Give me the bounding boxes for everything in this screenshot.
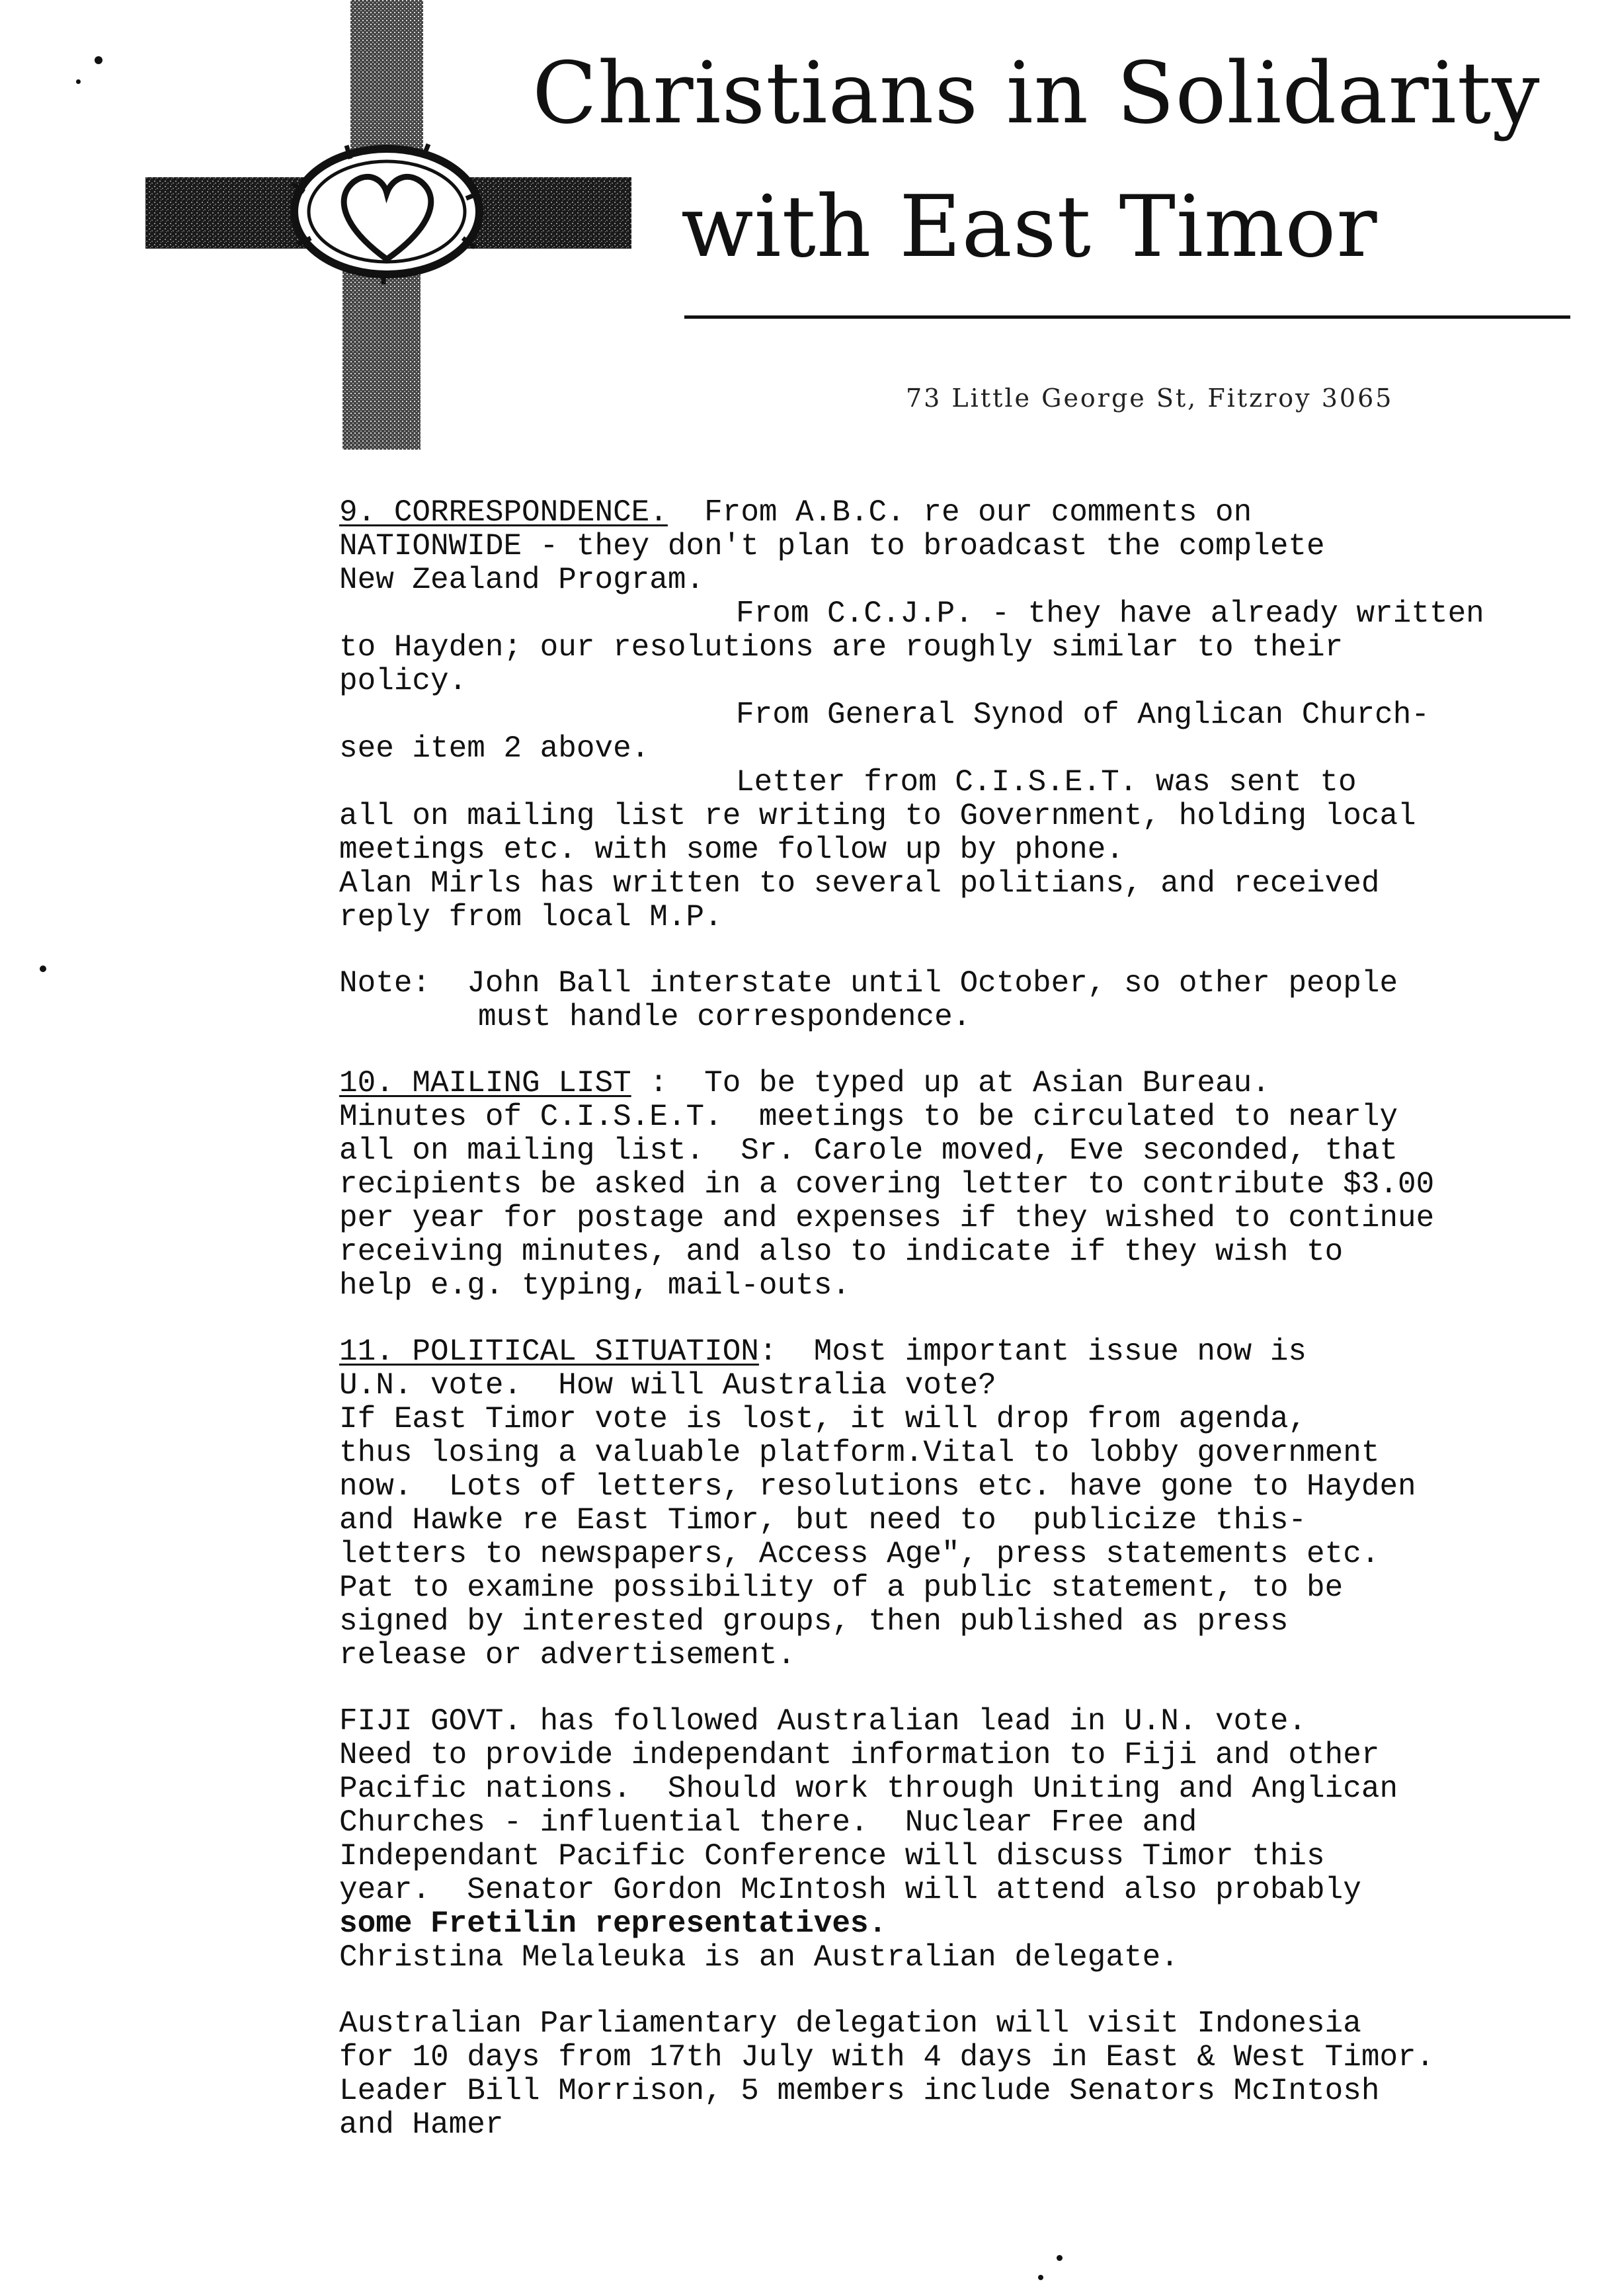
text-line: Christina Melaleuka is an Australian delegate. [339,1940,1179,1975]
text-line: Independant Pacific Conference will discuss Timor this [339,1839,1325,1873]
scan-speck [1038,2275,1043,2280]
text-line: New Zealand Program. [339,563,705,597]
text-line: see item 2 above. [339,731,650,766]
text-line: Alan Mirls has written to several politians, and received [339,866,1380,901]
text-line: Churches - influential there. Nuclear Free and [339,1805,1197,1840]
text-line: to Hayden; our resolutions are roughly similar to their [339,630,1344,665]
text-line: all on mailing list. Sr. Carole moved, Eve seconded, that [339,1133,1398,1168]
text-line: policy. [339,664,467,698]
text-line: release or advertisement. [339,1638,796,1672]
cross-beam-top [350,0,423,152]
text-line: Pat to examine possibility of a public statement, to be [339,1571,1344,1605]
text-line: help e.g. typing, mail-outs. [339,1268,850,1303]
text-line: recipients be asked in a covering letter to contribute $3.00 [339,1167,1435,1202]
text-line: From General Synod of Anglican Church- [736,698,1429,732]
text-line: From C.C.J.P. - they have already written [736,596,1484,631]
scan-speck [40,965,46,972]
text-line: thus losing a valuable platform.Vital to lobby government [339,1436,1380,1470]
text-line: meetings etc. with some follow up by phone. [339,833,1124,867]
text-line: U.N. vote. How will Australia vote? [339,1368,996,1403]
correspondence-first-line: 9. CORRESPONDENCE. From A.B.C. re our comments on [339,495,1252,530]
cross-beam-bottom [342,271,421,450]
text-line: some Fretilin representatives. [339,1906,887,1941]
scan-speck [95,56,102,64]
text-line: Pacific nations. Should work through Uniting and Anglican [339,1772,1398,1806]
note-line: must handle correspondence. [478,1000,971,1034]
correspondence-heading: 9. CORRESPONDENCE. [339,495,668,530]
org-title-line-2: with East Timor [681,178,1378,276]
org-address: 73 Little George St, Fitzroy 3065 [906,384,1394,413]
text-line: signed by interested groups, then published as press [339,1604,1289,1639]
political-first-line: 11. POLITICAL SITUATION: Most important issue now is [339,1334,1307,1369]
mailing-list-first-line: 10. MAILING LIST : To be typed up at Asian Bureau. [339,1066,1270,1100]
text-line: now. Lots of letters, resolutions etc. have gone to Hayden [339,1469,1416,1504]
letterhead-divider [684,315,1570,319]
text-line: receiving minutes, and also to indicate if they wish to [339,1235,1344,1269]
minutes-body [339,496,1582,2142]
scan-speck [1057,2255,1063,2261]
text-line: Leader Bill Morrison, 5 members include Senators McIntosh [339,2074,1380,2108]
text-line: If East Timor vote is lost, it will drop from agenda, [339,1402,1307,1436]
text-line: and Hawke re East Timor, but need to publicize this- [339,1503,1307,1538]
text-line: year. Senator Gordon McIntosh will attend also probably [339,1873,1361,1907]
text-line: letters to newspapers, Access Age", press statements etc. [339,1537,1380,1571]
text-line: FIJI GOVT. has followed Australian lead in U.N. vote. [339,1704,1307,1739]
text-line: NATIONWIDE - they don't plan to broadcast the complete [339,529,1325,563]
text-line: Letter from C.I.S.E.T. was sent to [736,765,1357,800]
note-line: Note: John Ball interstate until October, so other people [339,966,1398,1001]
text-line: all on mailing list re writing to Government, holding local [339,799,1416,833]
scan-speck [76,79,81,84]
text-line: for 10 days from 17th July with 4 days in East & West Timor. [339,2040,1435,2074]
text-line: Need to provide independant information to Fiji and other [339,1738,1380,1772]
political-situation-heading: 11. POLITICAL SITUATION [339,1334,759,1369]
mailing-list-heading: 10. MAILING LIST [339,1066,631,1100]
org-title-line-1: Christians in Solidarity [532,44,1541,143]
text-line: per year for postage and expenses if they wished to continue [339,1201,1435,1235]
text-line: and Hamer [339,2108,504,2142]
note-label: Note: [339,966,431,1001]
text-line: Minutes of C.I.S.E.T. meetings to be circulated to nearly [339,1100,1398,1134]
text-line: reply from local M.P. [339,900,723,934]
text-line: Australian Parliamentary delegation will visit Indonesia [339,2006,1361,2041]
